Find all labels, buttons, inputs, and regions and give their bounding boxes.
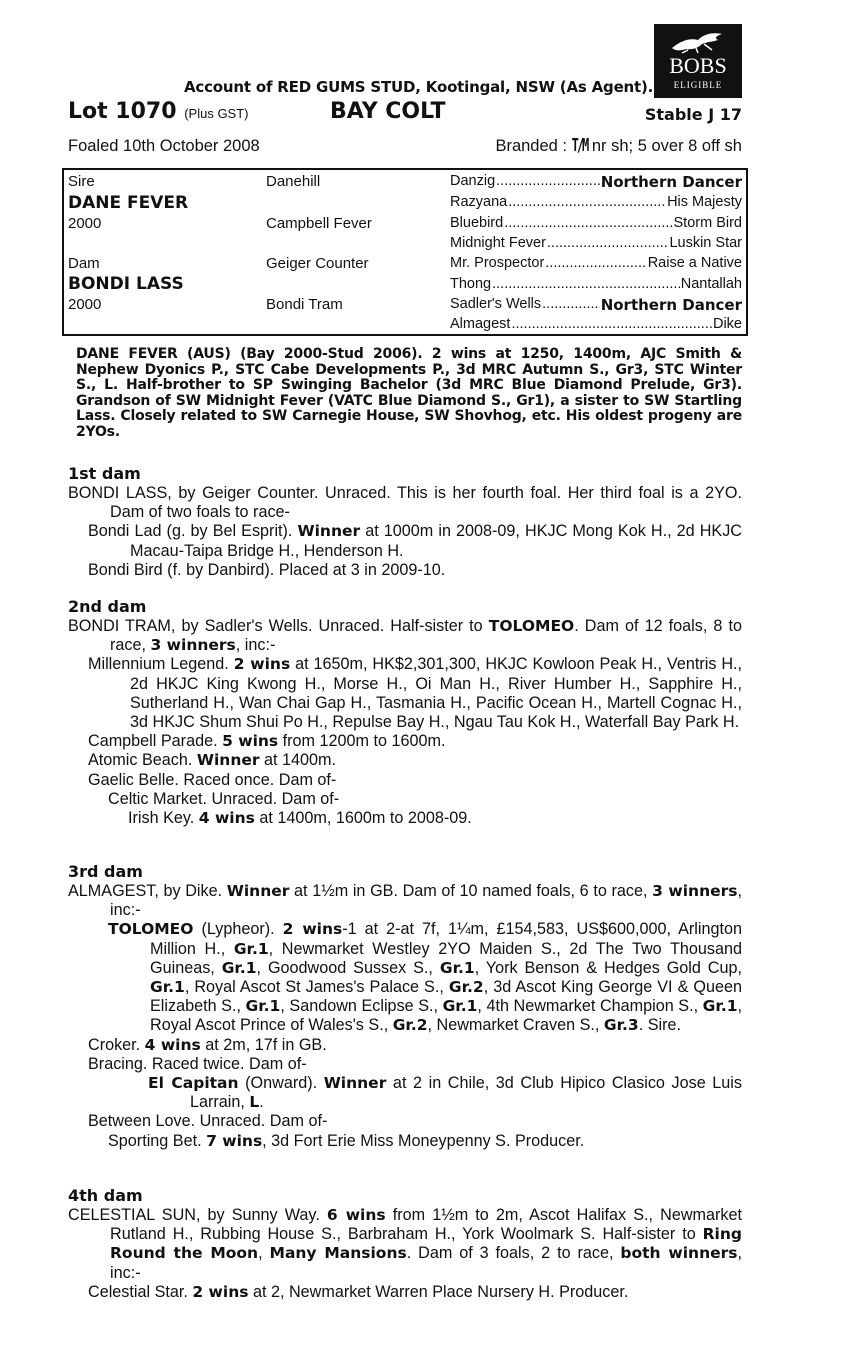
branded-detail: nr sh; 5 over 8 off sh <box>591 137 742 155</box>
bold-text: 4 wins <box>198 809 255 828</box>
great-grandparent-name: Thong <box>450 276 492 292</box>
bold-text: Winner <box>323 1074 387 1093</box>
text-run: (Lypheor). <box>193 920 283 939</box>
progeny-entry <box>68 484 742 522</box>
dam-label: Dam <box>68 255 100 272</box>
text-run: Irish Key. <box>128 809 199 828</box>
great-great-grandsire-name: Dike <box>712 316 742 332</box>
progeny-entry <box>68 1112 742 1131</box>
progeny-entry <box>68 1036 742 1055</box>
leader-dots <box>496 173 600 191</box>
bold-text: 2 wins <box>192 1282 249 1301</box>
text-run: , inc:- <box>235 636 276 655</box>
progeny-entry <box>68 1283 742 1302</box>
bold-text: Gr.3 <box>603 1016 639 1035</box>
text-run: (Onward). <box>238 1074 324 1093</box>
bold-text: 2 wins <box>233 655 291 674</box>
leader-dots <box>547 235 669 251</box>
progeny-entry <box>68 771 742 790</box>
bold-text: both winners <box>620 1244 738 1263</box>
text-run: . Sire. <box>638 1016 681 1035</box>
great-grandparent-name: Midnight Fever <box>450 235 546 251</box>
text-run: from 1200m to 1600m. <box>278 732 446 751</box>
great-grandparent-name: Almagest <box>450 316 511 332</box>
text-run: , inc:- <box>110 1244 742 1282</box>
sire-name: DANE FEVER <box>68 193 189 213</box>
text-run: . Dam of 12 foals, 8 to race, <box>110 617 742 655</box>
text-run: , York Benson & Hedges Gold Cup, <box>474 958 742 977</box>
grandparent: Geiger Counter <box>266 255 369 272</box>
text-run: , Newmarket Westley 2YO Maiden S., 2d The Two Thousand Guineas, <box>150 939 742 977</box>
text-run: , 4th Newmarket Champion S., <box>477 997 703 1016</box>
great-great-grandsire-name: Storm Bird <box>673 215 742 231</box>
great-grandparent-name: Mr. Prospector <box>450 255 545 271</box>
leader-dots <box>542 296 600 314</box>
dam-heading: 4th dam <box>68 1186 143 1205</box>
bold-text: Many Mansions <box>269 1244 407 1263</box>
great-grandparent-row <box>450 235 742 251</box>
bold-text: Gr.2 <box>448 978 484 997</box>
great-grandparent-row <box>450 194 742 210</box>
great-grandparent-row <box>450 215 742 231</box>
great-great-grandsire-name: Nantallah <box>680 276 742 292</box>
grandparent: Bondi Tram <box>266 296 343 313</box>
progeny-entry <box>68 561 742 580</box>
text-run: Millennium Legend. <box>88 655 234 674</box>
text-run: Celestial Star. <box>88 1282 193 1301</box>
great-grandparent-name: Bluebird <box>450 215 504 231</box>
text-run: at 1650m, HK$2,301,300, HKJC Kowloon Peak H., Ventris H., 2d HKJC King Kwong H., Morse H., Oi Man H., River Humber H., Sapphire H., Sutherland H., Wan Chai Gap H., Tasmania H., Pacific Ocean H., Martell Cognac H., 3d HKJC Shum Shui Po H., Repulse Bay H., Ngau Tau Kok H., Waterfall Bay Park H. <box>130 655 743 732</box>
text-run: Bondi Bird (f. by Danbird). Placed at 3 in 2009-10. <box>88 560 446 579</box>
sire-label: Sire <box>68 173 95 190</box>
great-great-grandsire-name: His Majesty <box>667 194 742 210</box>
great-great-grandsire-name: Raise a Native <box>647 255 742 271</box>
dam-year: 2000 <box>68 296 102 313</box>
horse-logo-icon <box>668 30 728 54</box>
dam-name: BONDI LASS <box>68 274 184 294</box>
text-run: Gaelic Belle. Raced once. Dam of- <box>88 770 337 789</box>
lot-label: Lot 1070 <box>68 99 177 124</box>
great-grandparent-name: Danzig <box>450 173 496 189</box>
text-run: , Goodwood Sussex S., <box>256 958 440 977</box>
dam-section-body <box>68 1206 742 1302</box>
great-grandparent-row <box>450 173 742 191</box>
great-grandparent-name: Razyana <box>450 194 508 210</box>
progeny-entry <box>68 790 742 809</box>
bold-text: TOLOMEO <box>108 920 194 939</box>
bold-text: Gr.1 <box>439 958 475 977</box>
bold-text: Gr.1 <box>702 997 738 1016</box>
bold-text: Gr.2 <box>392 1016 428 1035</box>
bold-text: Gr.1 <box>150 978 185 997</box>
dam-heading: 2nd dam <box>68 597 147 616</box>
dam-section-body <box>68 882 742 1151</box>
grandparent: Campbell Fever <box>266 215 372 232</box>
text-run: CELESTIAL SUN, by Sunny Way. <box>68 1206 327 1224</box>
text-run: , <box>258 1244 270 1263</box>
stable-location: Stable J 17 <box>644 105 742 124</box>
text-run: Between Love. Unraced. Dam of- <box>88 1112 328 1131</box>
bold-text: Winner <box>297 522 361 541</box>
progeny-entry <box>68 882 742 920</box>
logo-subtitle: ELIGIBLE <box>673 80 723 90</box>
text-run: Atomic Beach. <box>88 751 197 770</box>
bold-text: Gr.1 <box>233 939 269 958</box>
text-run: at 2 in Chile, 3d Club Hipico Clasico Jose Luis Larrain, <box>190 1074 742 1112</box>
bold-text: Winner <box>196 751 260 770</box>
dam-heading: 3rd dam <box>68 862 143 881</box>
bold-text: Winner <box>226 882 290 900</box>
dam-section-body <box>68 484 742 580</box>
bobs-logo <box>654 24 742 98</box>
text-run: , 3d Fort Erie Miss Moneypenny S. Producer. <box>262 1131 585 1150</box>
leader-dots <box>545 255 646 271</box>
great-great-grandsire-name: Luskin Star <box>669 235 742 251</box>
brand-mark: T/M <box>571 134 588 156</box>
leader-dots <box>511 316 712 332</box>
great-great-grandsire-name: Northern Dancer <box>600 173 742 191</box>
bold-text: 3 winners <box>150 636 236 655</box>
leader-dots <box>508 194 666 210</box>
sex-color: BAY COLT <box>330 99 446 124</box>
great-grandparent-row <box>450 276 742 292</box>
progeny-entry <box>68 732 742 751</box>
dam-heading: 1st dam <box>68 464 141 483</box>
foaled-date: Foaled 10th October 2008 <box>68 137 260 155</box>
text-run: at 1000m in 2008-09, HKJC Mong Kok H., 2d HKJC Macau-Taipa Bridge H., Henderson H. <box>130 522 742 560</box>
bold-text: 5 wins <box>222 732 279 751</box>
bold-text: 6 wins <box>326 1206 386 1224</box>
bold-text: L <box>249 1093 260 1112</box>
text-run: , Sandown Eclipse S., <box>280 997 443 1016</box>
progeny-entry <box>68 1074 742 1112</box>
progeny-entry <box>68 809 742 828</box>
text-run: -1 at 2-at 7f, 1¼m, £154,583, US$600,000, Arlington Million H., <box>150 920 743 958</box>
branded-label: Branded : <box>495 137 567 155</box>
text-run: BONDI TRAM, by Sadler's Wells. Unraced. Half-sister to <box>68 617 489 635</box>
great-grandparent-row <box>450 255 742 271</box>
great-great-grandsire-name: Northern Dancer <box>600 296 742 314</box>
progeny-entry <box>68 655 742 732</box>
progeny-entry <box>68 1132 742 1151</box>
progeny-entry <box>68 617 742 655</box>
text-run: , Royal Ascot St James's Palace S., <box>184 978 449 997</box>
text-run: Campbell Parade. <box>88 732 223 751</box>
text-run: Sporting Bet. <box>108 1131 207 1150</box>
text-run: at 2, Newmarket Warren Place Nursery H. Producer. <box>248 1282 629 1301</box>
sire-year: 2000 <box>68 215 102 232</box>
text-run: , Royal Ascot Prince of Wales's S., <box>150 997 742 1035</box>
text-run: . <box>259 1093 264 1112</box>
text-run: at 1½m in GB. Dam of 10 named foals, 6 to race, <box>289 882 653 900</box>
bold-text: Ring Round the Moon <box>110 1225 742 1263</box>
bold-text: Gr.1 <box>442 997 478 1016</box>
text-run: , inc:- <box>110 882 743 920</box>
text-run: from 1½m to 2m, Ascot Halifax S., Newmarket Rutland H., Rubbing House S., Barbraham H., York Woolmark S. Half-sister to <box>110 1206 742 1244</box>
grandparent: Danehill <box>266 173 321 190</box>
pedigree-table <box>62 168 748 336</box>
progeny-entry <box>68 751 742 770</box>
leader-dots <box>504 215 672 231</box>
bold-text: 4 wins <box>144 1035 201 1054</box>
bold-text: TOLOMEO <box>488 617 575 635</box>
text-run: , Newmarket Craven S., <box>427 1016 604 1035</box>
sire-summary: DANE FEVER (AUS) (Bay 2000-Stud 2006). 2 wins at 1250, 1400m, AJC Smith & Nephew Dyonics P., STC Cabe Developments P., 3d MRC Autumn S., Gr3, STC Winter S., L. Half-brother to SP Swinging Bachelor (3d MRC Blue Diamond Prelude, Gr3). Grandson of SW Midnight Fever (VATC Blue Diamond S., Gr1), a sister to SW Startling Lass. Closely related to SW Carnegie House, SW Shovhog, etc. His oldest progeny are 2YOs. <box>76 346 742 440</box>
lot-number <box>68 99 249 124</box>
branded-info <box>495 134 742 156</box>
text-run: ALMAGEST, by Dike. <box>68 882 227 900</box>
lot-header <box>68 99 742 129</box>
text-run: , 3d Ascot King George VI & Queen Elizabeth S., <box>150 978 742 1016</box>
progeny-entry <box>68 522 742 560</box>
progeny-entry <box>68 920 742 1035</box>
bold-text: 3 winners <box>652 882 738 900</box>
great-grandparent-row <box>450 296 742 314</box>
text-run: Bondi Lad (g. by Bel Esprit). <box>88 522 298 541</box>
bold-text: 7 wins <box>206 1131 263 1150</box>
leader-dots <box>492 276 680 292</box>
bold-text: 2 wins <box>282 920 343 939</box>
text-run: at 2m, 17f in GB. <box>200 1035 327 1054</box>
text-run: Celtic Market. Unraced. Dam of- <box>108 789 340 808</box>
text-run: . Dam of 3 foals, 2 to race, <box>406 1244 621 1263</box>
great-grandparent-row <box>450 316 742 332</box>
great-grandparent-name: Sadler's Wells <box>450 296 542 312</box>
progeny-entry <box>68 1055 742 1074</box>
text-run: Croker. <box>88 1035 145 1054</box>
dam-section-body <box>68 617 742 828</box>
bold-text: Gr.1 <box>245 997 281 1016</box>
text-run: at 1400m. <box>259 751 337 770</box>
bold-text: Gr.1 <box>221 958 257 977</box>
bold-text: El Capitan <box>148 1074 239 1093</box>
logo-name: BOBS <box>669 53 727 78</box>
text-run: BONDI LASS, by Geiger Counter. Unraced. This is her fourth foal. Her third foal is a 2YO. Dam of two foals to race- <box>68 484 742 522</box>
lot-note: (Plus GST) <box>184 106 249 121</box>
vendor-account: Account of RED GUMS STUD, Kootingal, NSW (As Agent). <box>184 78 654 96</box>
text-run: at 1400m, 1600m to 2008-09. <box>254 809 472 828</box>
text-run: Bracing. Raced twice. Dam of- <box>88 1054 307 1073</box>
progeny-entry <box>68 1206 742 1283</box>
